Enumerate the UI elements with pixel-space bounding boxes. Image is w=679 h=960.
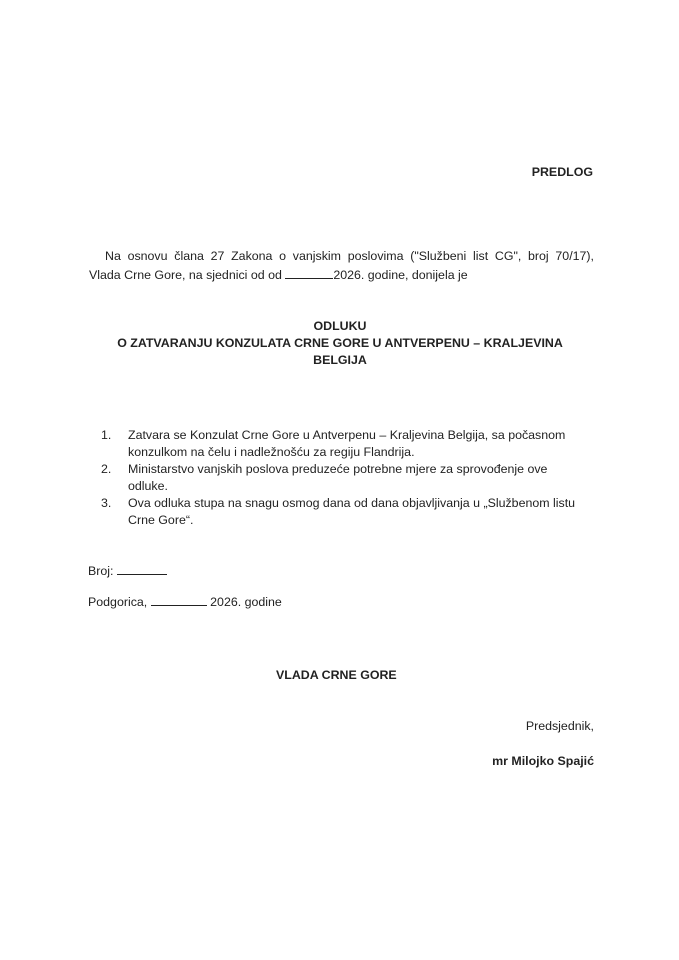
- decision-items-list: [101, 427, 601, 529]
- item-number: 3.: [101, 496, 112, 510]
- date-blank-line: [151, 595, 207, 606]
- year-label: 2026. godine: [210, 595, 282, 609]
- status-label: PREDLOG: [531, 165, 593, 179]
- number-blank-line: [117, 564, 167, 575]
- item-text-line: Crne Gore“.: [128, 512, 194, 527]
- preamble-paragraph: [89, 247, 594, 285]
- list-item: [101, 461, 601, 494]
- government-name: VLADA CRNE GORE: [276, 668, 397, 682]
- decision-title: [60, 318, 620, 369]
- preamble-line-2-suffix: 2026. godine, donijela je: [333, 268, 468, 282]
- item-number: 2.: [101, 462, 112, 476]
- signer-role: Predsjednik,: [525, 719, 594, 733]
- preamble-line-2: [89, 266, 594, 285]
- preamble-line-1: Na osnovu člana 27 Zakona o vanjskim poslovima ("Službeni list CG", broj 70/17),: [105, 249, 594, 263]
- item-number: 1.: [101, 428, 112, 442]
- list-item: [101, 495, 601, 528]
- item-text-line: Ova odluka stupa na snagu osmog dana od dana objavljivanja u „Službenom listu: [128, 496, 576, 510]
- item-text-line: odluke.: [128, 478, 168, 493]
- item-text-line: konzulkom na čelu i nadležnošću za regiju Flandrija.: [128, 444, 415, 459]
- item-text-line: Ministarstvo vanjskih poslova preduzeće potrebne mjere za sprovođenje ove: [128, 462, 548, 476]
- title-line-2: O ZATVARANJU KONZULATA CRNE GORE U ANTVERPENU – KRALJEVINA: [117, 336, 563, 350]
- signer-name: mr Milojko Spajić: [492, 754, 594, 768]
- item-text: [128, 427, 601, 460]
- number-line: [88, 564, 167, 578]
- item-text: [128, 495, 601, 528]
- title-line-3: BELGIJA: [313, 353, 367, 367]
- preamble-line-2-prefix: Vlada Crne Gore, na sjednici od od: [89, 268, 282, 282]
- item-text: [128, 461, 601, 494]
- date-blank-line: [285, 268, 333, 279]
- title-line-1: ODLUKU: [313, 319, 367, 333]
- number-label: Broj:: [88, 564, 114, 578]
- list-item: [101, 427, 601, 460]
- item-text-line: Zatvara se Konzulat Crne Gore u Antverpenu – Kraljevina Belgija, sa počasnom: [128, 428, 566, 442]
- place-label: Podgorica,: [88, 595, 148, 609]
- place-date-line: [88, 595, 282, 609]
